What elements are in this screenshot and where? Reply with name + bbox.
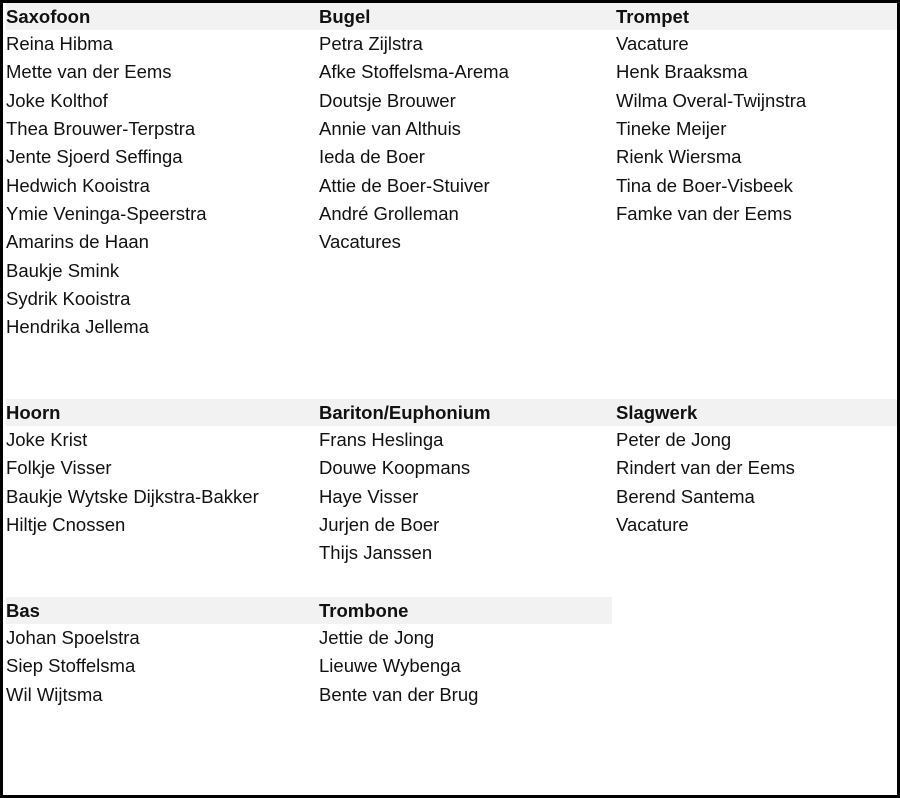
member-name: Rindert van der Eems xyxy=(616,457,795,479)
member-name: Baukje Smink xyxy=(6,259,120,281)
member-name: André Grolleman xyxy=(319,202,459,224)
member-name: Vacature xyxy=(616,33,689,54)
member-list xyxy=(319,30,509,257)
member-name: Vacature xyxy=(616,513,689,535)
member-name: Jurjen de Boer xyxy=(319,513,440,535)
member-name: Henk Braaksma xyxy=(616,61,748,83)
member-list xyxy=(319,624,478,709)
member-name: Amarins de Haan xyxy=(6,231,149,253)
member-name: Frans Heslinga xyxy=(319,429,444,450)
member-name: Peter de Jong xyxy=(616,429,732,450)
member-name: Jettie de Jong xyxy=(319,627,435,648)
member-list xyxy=(616,426,795,539)
member-list xyxy=(616,30,806,228)
member-name: Lieuwe Wybenga xyxy=(319,655,461,677)
section-saxofoon xyxy=(6,3,207,342)
member-name: Folkje Visser xyxy=(6,457,112,479)
member-name: Jente Sjoerd Seffinga xyxy=(6,146,183,168)
section-bas xyxy=(6,597,140,709)
member-name: Wilma Overal-Twijnstra xyxy=(616,89,807,111)
member-name: Joke Kolthof xyxy=(6,89,108,111)
member-name: Rienk Wiersma xyxy=(616,146,742,168)
member-name: Petra Zijlstra xyxy=(319,33,423,54)
member-name: Baukje Wytske Dijkstra-Bakker xyxy=(6,485,259,507)
member-list xyxy=(319,426,491,568)
section-title: Bugel xyxy=(319,6,371,27)
member-name: Siep Stoffelsma xyxy=(6,655,136,677)
member-name: Famke van der Eems xyxy=(616,202,792,224)
member-name: Afke Stoffelsma-Arema xyxy=(319,61,509,83)
member-name: Johan Spoelstra xyxy=(6,627,140,648)
member-name: Tineke Meijer xyxy=(616,117,727,139)
member-name: Joke Krist xyxy=(6,429,88,450)
section-trompet xyxy=(616,3,806,228)
section-title: Bariton/Euphonium xyxy=(319,402,491,423)
member-list xyxy=(6,30,207,342)
member-name: Tina de Boer-Visbeek xyxy=(616,174,793,196)
member-name: Bente van der Brug xyxy=(319,683,479,705)
section-title: Bas xyxy=(6,600,40,621)
section-bariton-euphonium xyxy=(319,399,491,568)
member-name: Thea Brouwer-Terpstra xyxy=(6,117,196,139)
section-title: Saxofoon xyxy=(6,6,91,27)
member-name: Reina Hibma xyxy=(6,33,113,54)
member-name: Hendrika Jellema xyxy=(6,316,149,338)
member-name: Haye Visser xyxy=(319,485,419,507)
member-name: Ymie Veninga-Speerstra xyxy=(6,202,207,224)
member-name: Hedwich Kooistra xyxy=(6,174,150,196)
section-title: Trombone xyxy=(319,600,409,621)
section-slagwerk xyxy=(616,399,795,539)
member-name: Mette van der Eems xyxy=(6,61,172,83)
member-list xyxy=(6,426,259,539)
section-title: Hoorn xyxy=(6,402,61,423)
member-name: Sydrik Kooistra xyxy=(6,287,131,309)
member-name: Berend Santema xyxy=(616,485,755,507)
member-name: Ieda de Boer xyxy=(319,146,425,168)
member-name: Douwe Koopmans xyxy=(319,457,471,479)
member-name: Vacatures xyxy=(319,231,401,253)
member-name: Wil Wijtsma xyxy=(6,683,103,705)
member-name: Attie de Boer-Stuiver xyxy=(319,174,490,196)
section-title: Trompet xyxy=(616,6,689,27)
section-title: Slagwerk xyxy=(616,402,698,423)
member-name: Doutsje Brouwer xyxy=(319,89,456,111)
member-name: Hiltje Cnossen xyxy=(6,513,126,535)
section-hoorn xyxy=(6,399,259,539)
member-name: Annie van Althuis xyxy=(319,117,461,139)
member-list xyxy=(6,624,140,709)
member-name: Thijs Janssen xyxy=(319,542,433,564)
section-trombone xyxy=(319,597,478,709)
section-bugel xyxy=(319,3,509,257)
